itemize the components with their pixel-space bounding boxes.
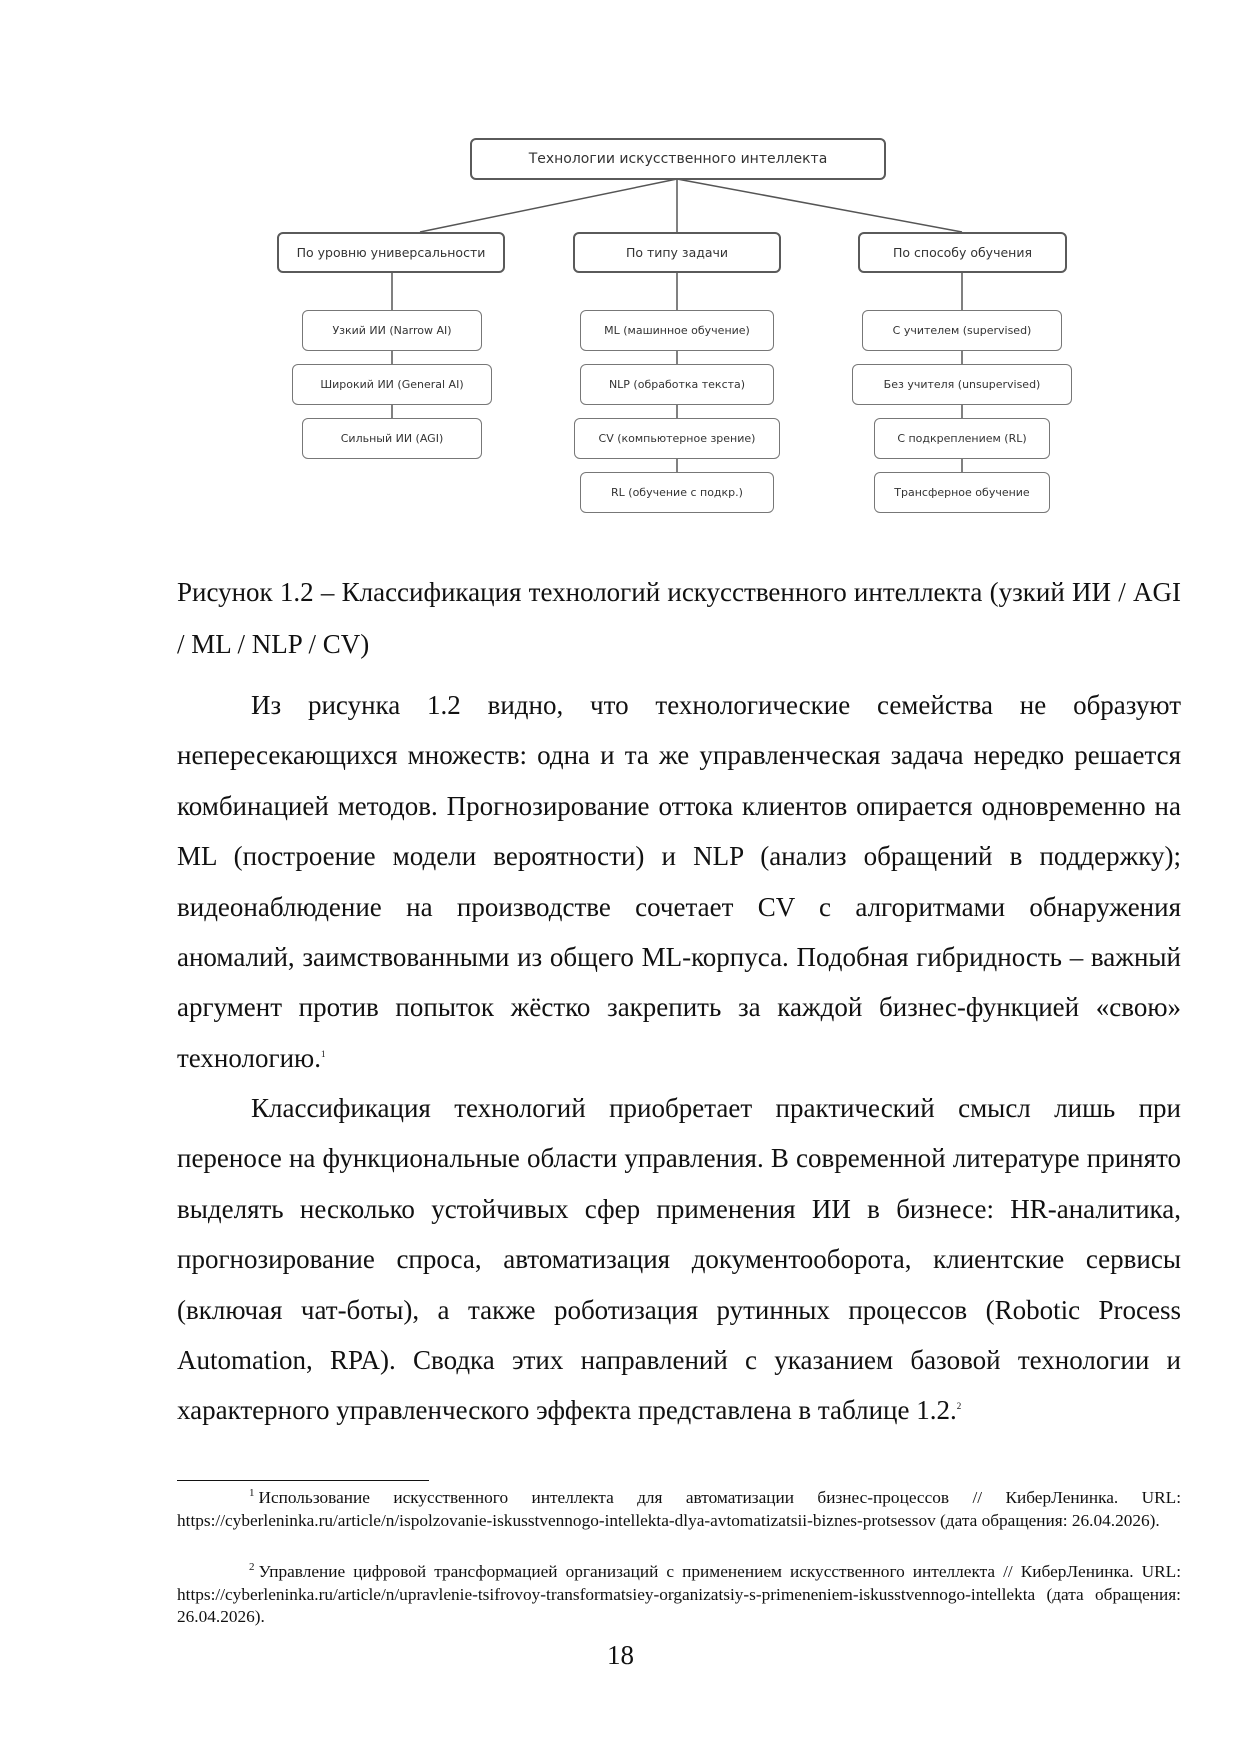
diagram-leaf: ML (машинное обучение)	[580, 310, 774, 351]
diagram-leaf: Без учителя (unsupervised)	[852, 364, 1072, 405]
paragraph-text: Из рисунка 1.2 видно, что технологические семейства не образуют непересекающихся множеств: одна и та же управленческая задача нередко решается комбинацией методов. Прогнозирование оттока клиентов опирается одновременно на ML (построение модели вероятности) и NLP (анализ обращений в поддержку); видеонаблюдение на производстве сочетает CV с алгоритмами обнаружения аномалий, заимствованными из общего ML-корпуса. Подобная гибридность – важный аргумент против попыток жёстко закрепить за каждой бизнес-функцией «свою» технологию.	[177, 690, 1181, 1073]
figure-caption: Рисунок 1.2 – Классификация технологий искусственного интеллекта (узкий ИИ / AGI / ML / NLP / CV)	[177, 577, 1181, 659]
footnote-text: Использование искусственного интеллекта для автоматизации бизнес-процессов // КиберЛенинка. URL: https://cyberleninka.ru/article/n/ispolzovanie-iskusstvennogo-intellekta-dlya-avtomatizatsii-biznes-protsessov (дата обращения: 26.04.2026).	[177, 1488, 1181, 1530]
footnote-number: 1	[249, 1487, 255, 1500]
diagram-leaf: RL (обучение с подкр.)	[580, 472, 774, 513]
ai-classification-diagram	[0, 0, 1241, 540]
footnote-1	[177, 1487, 1181, 1532]
diagram-leaf: CV (компьютерное зрение)	[574, 418, 780, 459]
footnote-separator	[177, 1480, 429, 1481]
diagram-leaf: NLP (обработка текста)	[580, 364, 774, 405]
footnote-number: 2	[249, 1561, 255, 1574]
footnote-ref-2[interactable]: 2	[956, 1401, 962, 1412]
diagram-leaf: Трансферное обучение	[874, 472, 1050, 513]
footnote-text: Управление цифровой трансформацией организаций с применением искусственного интеллекта // КиберЛенинка. URL: https://cyberleninka.ru/article/n/upravlenie-tsifrovoy-transformatsiey-organizatsiy-s-primeneniem-iskusstvennogo-intellekta (дата обращения: 26.04.2026).	[177, 1562, 1181, 1626]
paragraph-text: Классификация технологий приобретает практический смысл лишь при переносе на функциональные области управления. В современной литературе принято выделять несколько устойчивых сфер применения ИИ в бизнесе: HR-аналитика, прогнозирование спроса, автоматизация документооборота, клиентские сервисы (включая чат-боты), а также роботизация рутинных процессов (Robotic Process Automation, RPA). Сводка этих направлений с указанием базовой технологии и характерного управленческого эффекта представлена в таблице 1.2.	[177, 1093, 1181, 1426]
body-paragraph-1	[177, 680, 1181, 1083]
diagram-leaf: Широкий ИИ (General AI)	[292, 364, 492, 405]
diagram-leaf: С подкреплением (RL)	[874, 418, 1050, 459]
diagram-category-task-type: По типу задачи	[573, 232, 781, 273]
diagram-leaf: С учителем (supervised)	[862, 310, 1062, 351]
footnote-ref-1[interactable]: 1	[320, 1048, 326, 1059]
diagram-category-learning-method: По способу обучения	[858, 232, 1067, 273]
diagram-category-universality: По уровню универсальности	[277, 232, 505, 273]
connector-root-cat3	[677, 179, 962, 232]
connector-root-cat1	[420, 179, 677, 232]
diagram-leaf: Узкий ИИ (Narrow AI)	[302, 310, 482, 351]
diagram-leaf: Сильный ИИ (AGI)	[302, 418, 482, 459]
body-paragraph-2	[177, 1083, 1181, 1436]
page-number: 18	[607, 1640, 634, 1670]
footnote-2	[177, 1561, 1181, 1629]
diagram-root-node: Технологии искусственного интеллекта	[470, 138, 886, 180]
